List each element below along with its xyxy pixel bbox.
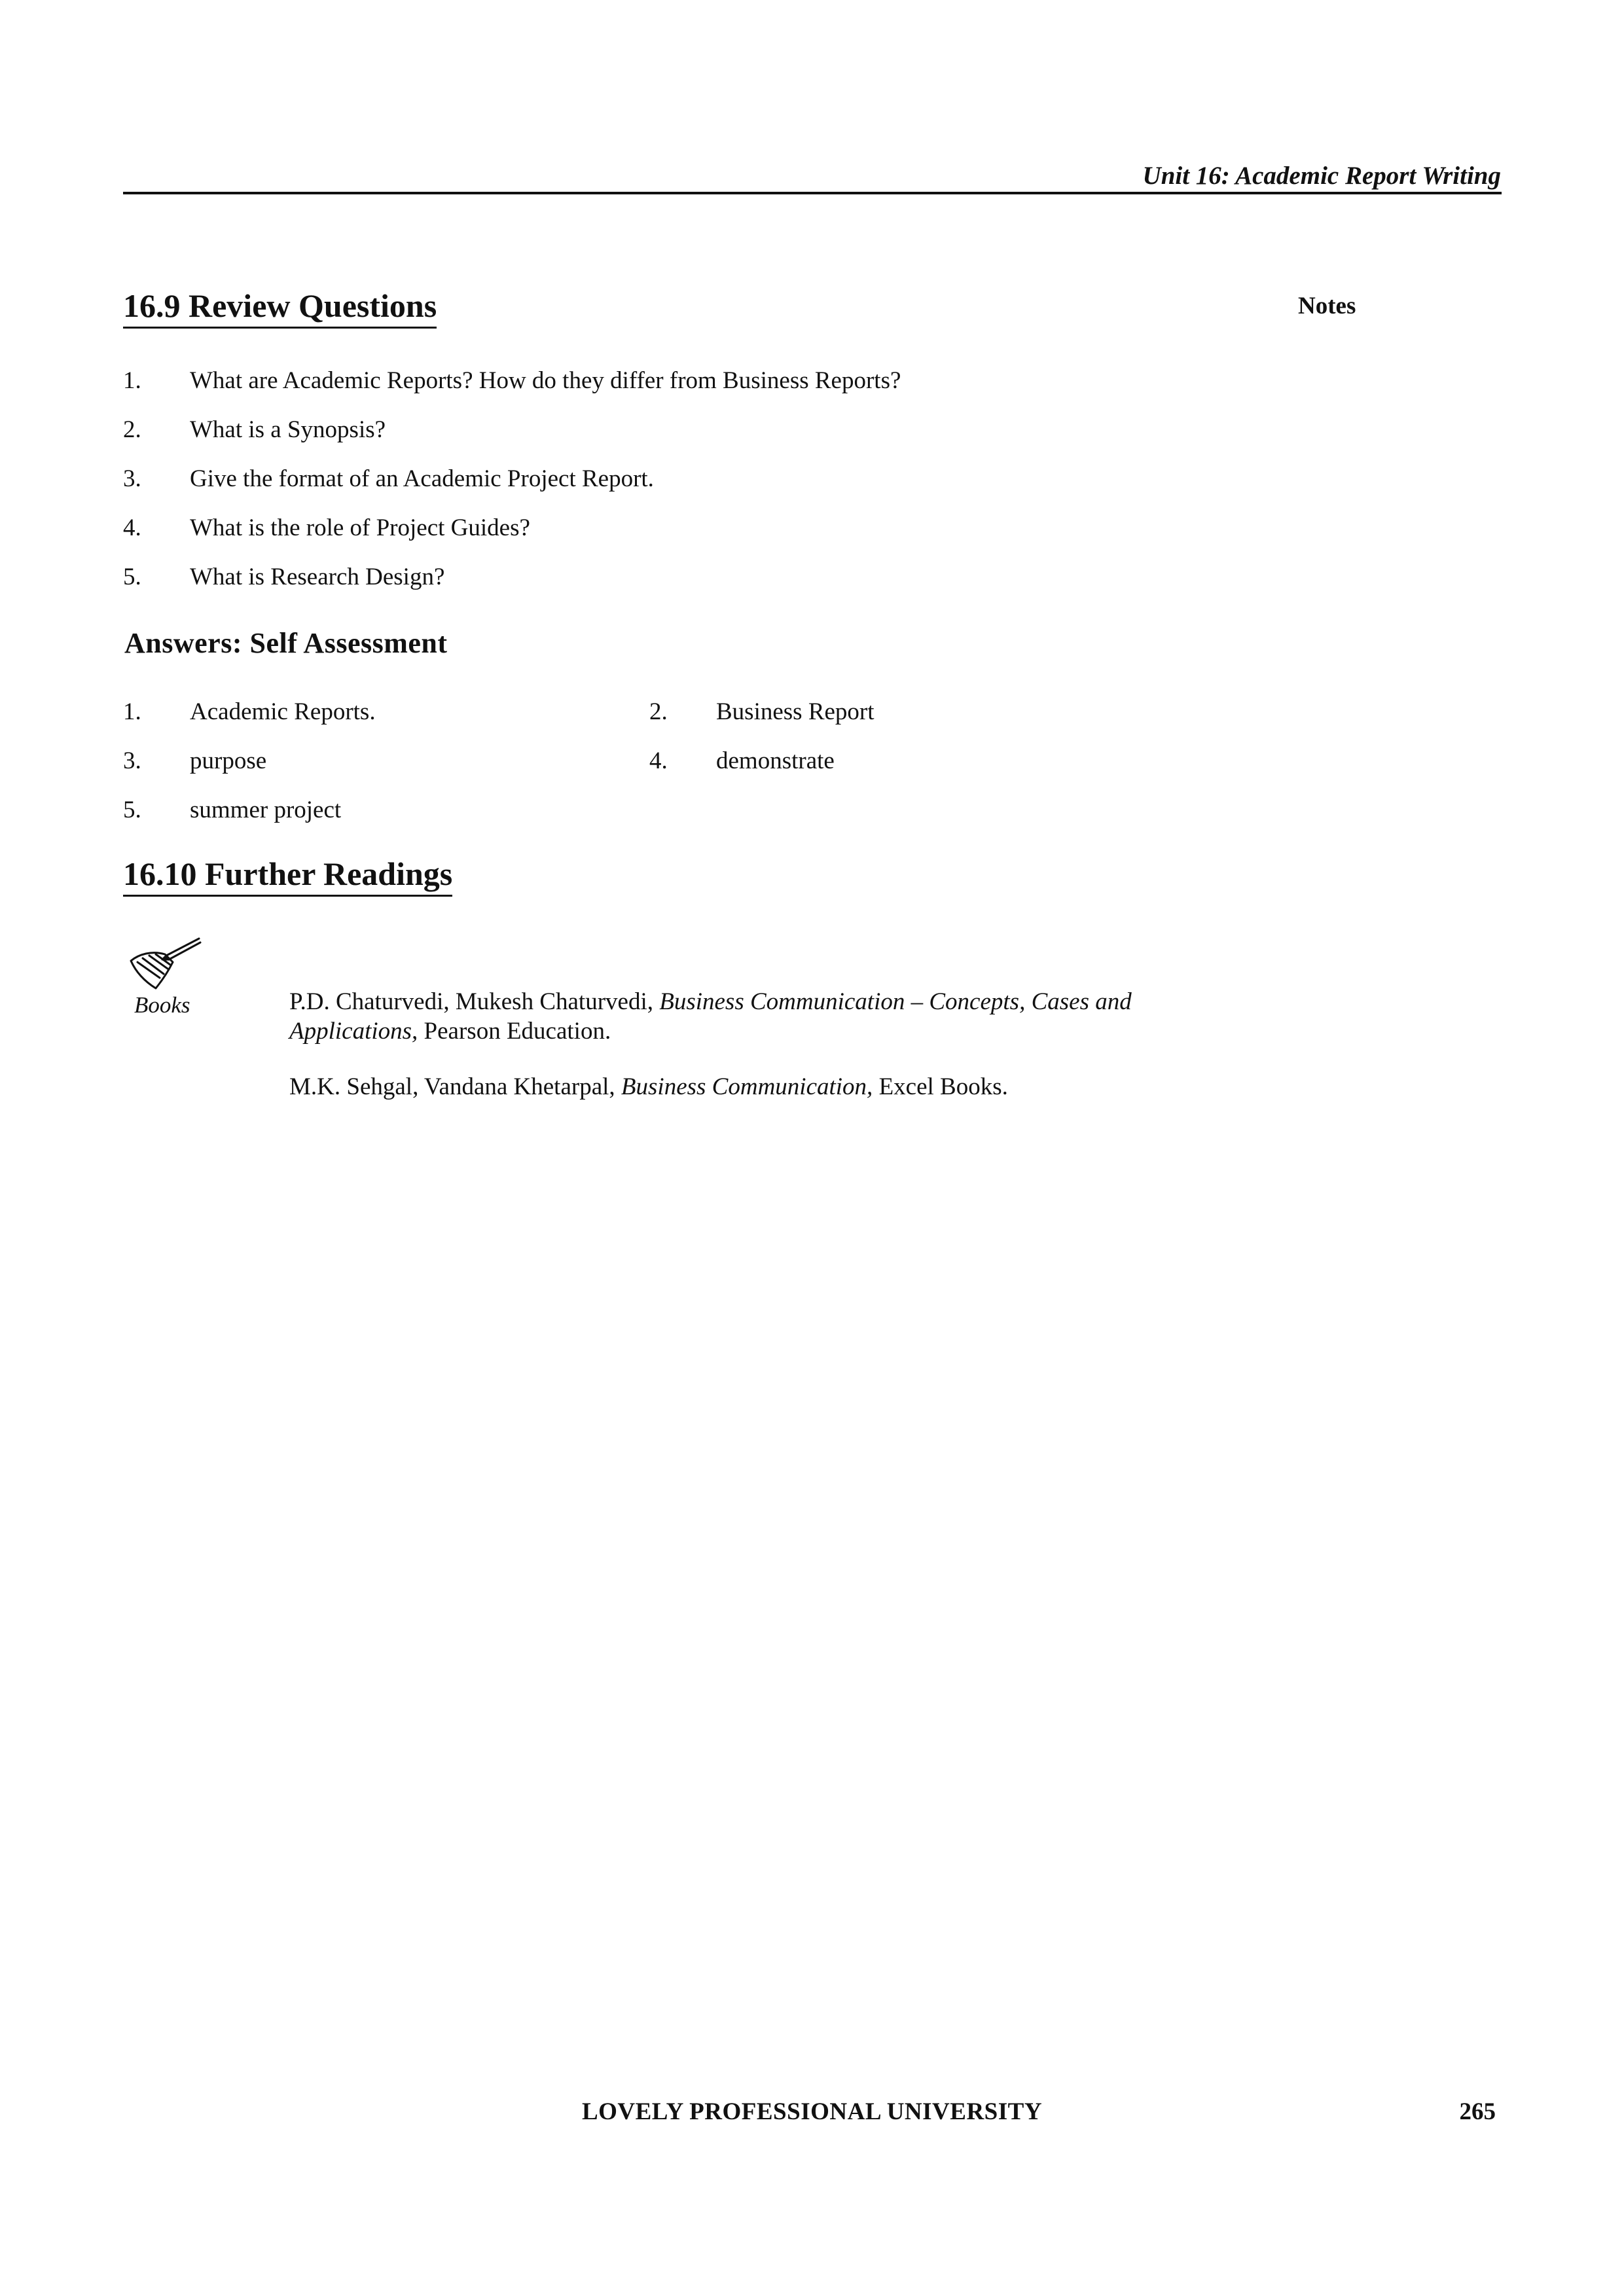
page-number: 265 [1459, 2098, 1496, 2125]
answers-heading: Answers: Self Assessment [124, 627, 448, 659]
reference-publisher: Pearson Education. [418, 1018, 611, 1045]
answer-item [123, 791, 581, 830]
review-questions-heading: 16.9 Review Questions [123, 288, 437, 329]
header-rule [123, 192, 1502, 194]
answer-number: 3. [123, 747, 141, 774]
question-item [123, 361, 1236, 410]
running-header: Unit 16: Academic Report Writing [1142, 162, 1501, 190]
reference-authors: P.D. Chaturvedi, Mukesh Chaturvedi, [289, 988, 660, 1015]
question-item [123, 410, 1236, 459]
question-item [123, 509, 1236, 558]
answer-number: 1. [123, 698, 141, 725]
answer-text: Academic Reports. [190, 698, 376, 725]
answer-text: summer project [190, 797, 342, 823]
answer-text: demonstrate [716, 747, 835, 774]
review-questions-list [123, 361, 1236, 607]
question-item [123, 558, 1236, 607]
answer-number: 2. [649, 698, 668, 725]
reference-publisher: Excel Books. [873, 1073, 1008, 1100]
question-text: What is a Synopsis? [190, 416, 386, 443]
answer-item [649, 742, 1108, 781]
question-number: 1. [123, 367, 141, 394]
margin-notes-label: Notes [1298, 293, 1356, 319]
question-item [123, 459, 1236, 509]
question-number: 5. [123, 564, 141, 590]
question-number: 2. [123, 416, 141, 443]
answer-text: Business Report [716, 698, 875, 725]
answer-number: 4. [649, 747, 668, 774]
further-readings-heading: 16.10 Further Readings [123, 856, 452, 897]
books-hand-pen-icon [126, 936, 204, 991]
question-text: What are Academic Reports? How do they differ from Business Reports? [190, 367, 901, 394]
reference-item [289, 1072, 1180, 1102]
answer-item [123, 742, 581, 781]
reference-authors: M.K. Sehgal, Vandana Khetarpal, [289, 1073, 621, 1100]
question-number: 3. [123, 465, 141, 492]
answer-text: purpose [190, 747, 267, 774]
answer-item [123, 692, 581, 732]
question-number: 4. [123, 514, 141, 541]
reference-title: Business Communication, [621, 1073, 873, 1100]
question-text: What is Research Design? [190, 564, 445, 590]
reference-item [289, 987, 1180, 1046]
question-text: What is the role of Project Guides? [190, 514, 530, 541]
footer-university: LOVELY PROFESSIONAL UNIVERSITY [581, 2098, 1043, 2125]
question-text: Give the format of an Academic Project Report. [190, 465, 654, 492]
books-label: Books [134, 992, 190, 1018]
reference-title: Business Communication – Concepts, Cases and Applications, [289, 988, 1132, 1045]
answer-number: 5. [123, 797, 141, 823]
answer-item [649, 692, 1108, 732]
